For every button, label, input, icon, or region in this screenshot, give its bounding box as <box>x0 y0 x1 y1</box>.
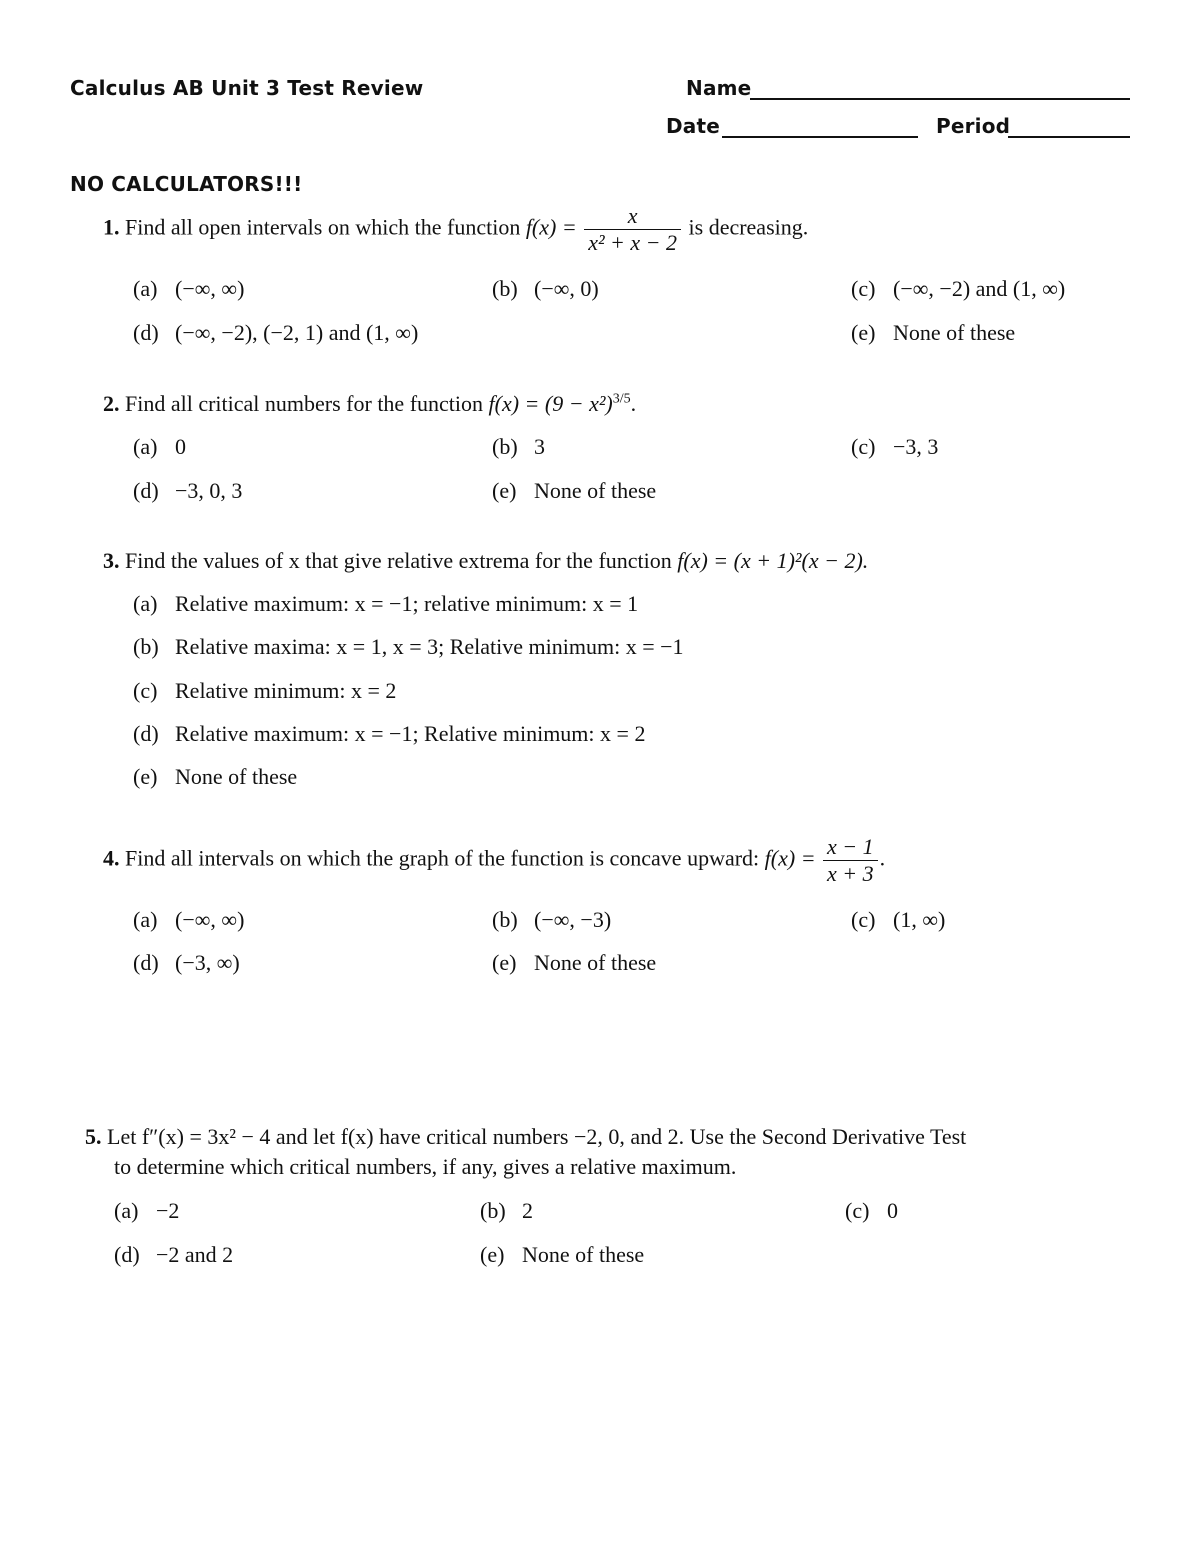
name-label: Name <box>686 76 752 100</box>
question-text-line-1: Let f″(x) = 3x² − 4 and let f(x) have critical numbers −2, 0, and 2. Use the Second Derivative Test <box>107 1124 967 1149</box>
question-text: Find all critical numbers for the function <box>125 391 484 416</box>
option-label: (d) <box>114 1242 140 1267</box>
option-text: None of these <box>534 478 657 503</box>
fraction <box>584 203 681 256</box>
option-label: (a) <box>133 276 158 301</box>
option-2d[interactable] <box>133 478 242 504</box>
option-label: (b) <box>492 434 518 459</box>
option-3e[interactable] <box>133 764 297 790</box>
date-field-line[interactable] <box>722 136 918 138</box>
option-4a[interactable] <box>133 907 244 933</box>
option-1b[interactable] <box>492 276 599 302</box>
date-label: Date <box>666 114 721 138</box>
option-label: (c) <box>851 907 876 932</box>
option-1e[interactable] <box>851 320 1015 346</box>
option-text: (−∞, −2) and (1, ∞) <box>893 276 1066 301</box>
option-text: (−∞, 0) <box>534 276 599 301</box>
option-text: Relative maxima: x = 1, x = 3; Relative minimum: x = −1 <box>175 634 684 659</box>
option-label: (c) <box>851 276 876 301</box>
question-5-continued <box>114 1154 736 1180</box>
option-text: −2 <box>156 1198 180 1223</box>
function-notation: f(x) = <box>764 845 816 871</box>
question-number: 5. <box>85 1124 102 1149</box>
option-label: (c) <box>845 1198 870 1223</box>
question-number: 1. <box>103 214 120 240</box>
option-text: −3, 0, 3 <box>175 478 243 503</box>
option-1c[interactable] <box>851 276 1065 302</box>
question-1 <box>103 203 808 256</box>
question-text-line-2: to determine which critical numbers, if any, gives a relative maximum. <box>114 1154 737 1179</box>
question-end: . <box>630 391 637 416</box>
option-label: (d) <box>133 721 159 746</box>
option-text: −3, 3 <box>893 434 939 459</box>
option-3a[interactable] <box>133 591 638 617</box>
option-label: (d) <box>133 320 159 345</box>
numerator: x − 1 <box>823 834 878 861</box>
option-4d[interactable] <box>133 950 240 976</box>
option-3c[interactable] <box>133 678 396 704</box>
option-text: 3 <box>534 434 545 459</box>
option-text: (−∞, ∞) <box>175 276 245 301</box>
option-text: (−∞, ∞) <box>175 907 245 932</box>
denominator: x + 3 <box>827 861 874 886</box>
option-text: None of these <box>893 320 1016 345</box>
option-text: Relative maximum: x = −1; relative minimum: x = 1 <box>175 591 639 616</box>
numerator: x <box>584 203 681 230</box>
option-text: None of these <box>522 1242 645 1267</box>
question-end: . <box>879 845 886 871</box>
exponent: 3/5 <box>612 391 631 407</box>
question-2 <box>103 391 636 417</box>
option-2b[interactable] <box>492 434 545 460</box>
option-label: (a) <box>133 591 158 616</box>
name-field-line[interactable] <box>750 98 1130 100</box>
option-5c[interactable] <box>845 1198 898 1224</box>
option-text: 0 <box>887 1198 898 1223</box>
option-text: None of these <box>534 950 657 975</box>
option-label: (a) <box>133 907 158 932</box>
option-text: −2 and 2 <box>156 1242 234 1267</box>
option-text: (1, ∞) <box>893 907 946 932</box>
option-label: (d) <box>133 478 159 503</box>
option-text: 2 <box>522 1198 533 1223</box>
option-4e[interactable] <box>492 950 656 976</box>
option-label: (c) <box>851 434 876 459</box>
option-label: (b) <box>492 907 518 932</box>
period-field-line[interactable] <box>1008 136 1130 138</box>
question-number: 4. <box>103 845 120 871</box>
question-4 <box>103 834 885 887</box>
option-label: (e) <box>492 950 517 975</box>
option-label: (b) <box>480 1198 506 1223</box>
option-label: (a) <box>133 434 158 459</box>
option-5e[interactable] <box>480 1242 644 1268</box>
question-5 <box>85 1124 966 1150</box>
option-label: (e) <box>851 320 876 345</box>
option-2e[interactable] <box>492 478 656 504</box>
period-label: Period <box>936 114 1011 138</box>
question-text: Find all intervals on which the graph of the function is concave upward: <box>125 845 760 871</box>
option-1d[interactable] <box>133 320 418 346</box>
question-text: Find all open intervals on which the function <box>125 214 521 240</box>
option-text: Relative minimum: x = 2 <box>175 678 397 703</box>
option-4c[interactable] <box>851 907 945 933</box>
option-1a[interactable] <box>133 276 244 302</box>
option-text: Relative maximum: x = −1; Relative minimum: x = 2 <box>175 721 646 746</box>
option-4b[interactable] <box>492 907 611 933</box>
option-label: (e) <box>480 1242 505 1267</box>
option-label: (b) <box>492 276 518 301</box>
option-label: (e) <box>133 764 158 789</box>
question-3 <box>103 548 868 574</box>
denominator: x² + x − 2 <box>588 230 678 255</box>
option-5d[interactable] <box>114 1242 233 1268</box>
question-text-end: is decreasing. <box>688 214 809 240</box>
option-text: (−∞, −2), (−2, 1) and (1, ∞) <box>175 320 419 345</box>
function-expression: f(x) = (x + 1)²(x − 2). <box>677 548 869 573</box>
question-number: 3. <box>103 548 120 573</box>
option-text: (−3, ∞) <box>175 950 240 975</box>
fraction <box>823 834 878 887</box>
option-2c[interactable] <box>851 434 938 460</box>
option-label: (a) <box>114 1198 139 1223</box>
option-text: (−∞, −3) <box>534 907 612 932</box>
option-text: 0 <box>175 434 186 459</box>
option-2a[interactable] <box>133 434 186 460</box>
question-text: Find the values of x that give relative extrema for the function <box>125 548 672 573</box>
option-label: (b) <box>133 634 159 659</box>
option-label: (c) <box>133 678 158 703</box>
option-label: (d) <box>133 950 159 975</box>
question-number: 2. <box>103 391 120 416</box>
no-calculators-notice: NO CALCULATORS!!! <box>70 172 303 196</box>
option-label: (e) <box>492 478 517 503</box>
option-5b[interactable] <box>480 1198 533 1224</box>
function-notation: f(x) = <box>525 214 577 240</box>
option-text: None of these <box>175 764 298 789</box>
function-expression: f(x) = (9 − x²) <box>488 391 613 416</box>
option-3b[interactable] <box>133 634 684 660</box>
worksheet-title: Calculus AB Unit 3 Test Review <box>70 76 424 100</box>
option-3d[interactable] <box>133 721 645 747</box>
option-5a[interactable] <box>114 1198 179 1224</box>
